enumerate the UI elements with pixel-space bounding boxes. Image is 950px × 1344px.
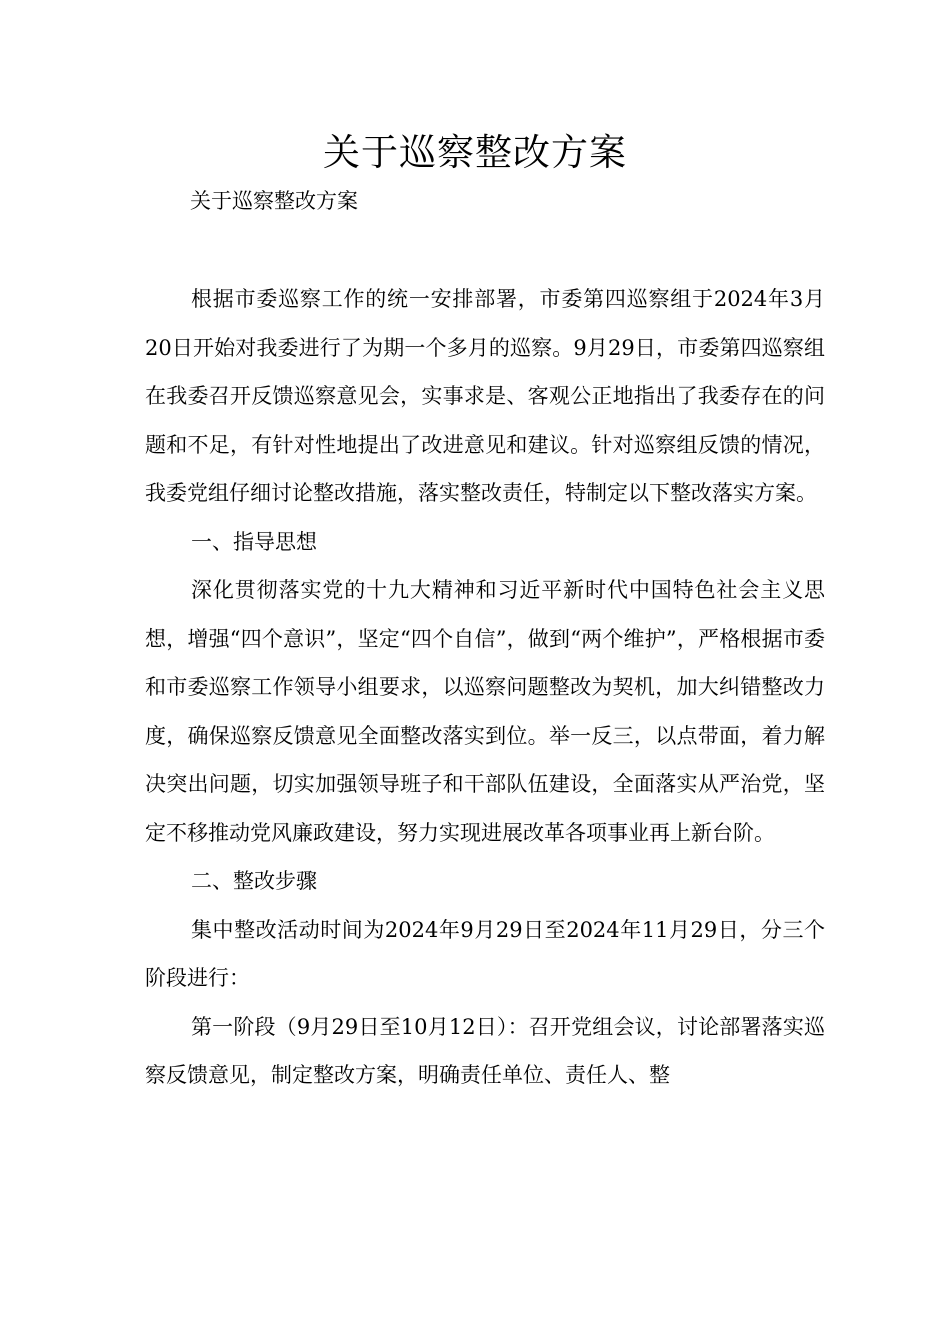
section-heading-rectification-steps: 二、整改步骤: [191, 869, 317, 893]
paragraph-stage-1: 第一阶段（9月29日至10月12日）：召开党组会议，讨论部署落实巡察反馈意见，制定整改方案，明确责任单位、责任人、整: [145, 1014, 825, 1087]
document-subtitle: 关于巡察整改方案: [190, 189, 358, 213]
document-body: [145, 275, 825, 1100]
paragraph-guiding-thought: 深化贯彻落实党的十九大精神和习近平新时代中国特色社会主义思想，增强“四个意识”，坚定“四个自信”，做到“两个维护”，严格根据市委和市委巡察工作领导小组要求，以巡察问题整改为契机，加大纠错整改力度，确保巡察反馈意见全面整改落实到位。举一反三，以点带面，着力解决突出问题，切实加强领导班子和干部队伍建设，全面落实从严治党，坚定不移推动党风廉政建设，努力实现进展改革各项事业再上新台阶。: [145, 578, 825, 845]
document-title: 关于巡察整改方案: [323, 131, 627, 174]
paragraph-intro: 根据市委巡察工作的统一安排部署，市委第四巡察组于2024年3月20日开始对我委进行了为期一个多月的巡察。9月29日，市委第四巡察组在我委召开反馈巡察意见会，实事求是、客观公正地指出了我委存在的问题和不足，有针对性地提出了改进意见和建议。针对巡察组反馈的情况，我委党组仔细讨论整改措施，落实整改责任，特制定以下整改落实方案。: [145, 287, 825, 505]
section-heading-guiding-thought: 一、指导思想: [191, 529, 317, 554]
paragraph-steps-intro: 集中整改活动时间为2024年9月29日至2024年11月29日，分三个阶段进行：: [145, 917, 825, 990]
